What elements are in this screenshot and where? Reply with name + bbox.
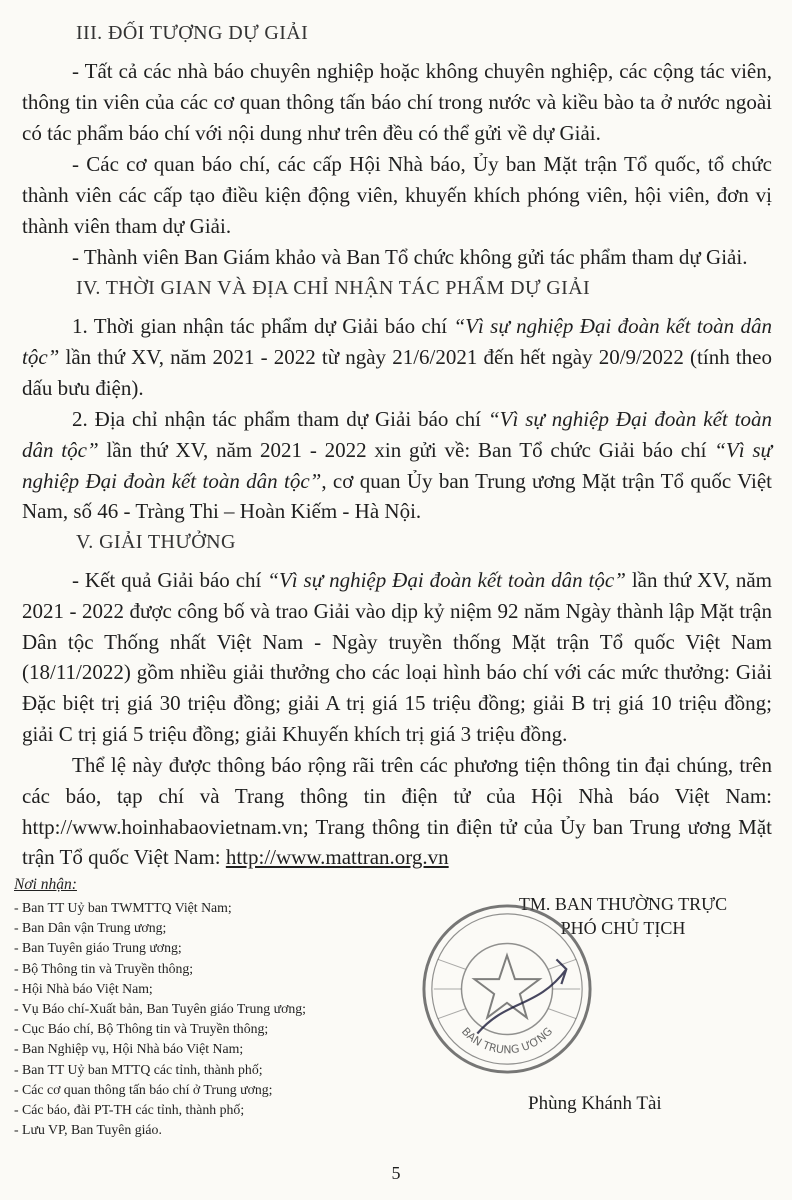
- signature-line-1: TM. BAN THƯỜNG TRỰC: [518, 894, 728, 914]
- recipients-list: [14, 898, 414, 1140]
- svg-text:BAN TRUNG ƯƠNG: [459, 1025, 555, 1056]
- recipient-item: - Hội Nhà báo Việt Nam;: [14, 980, 153, 996]
- section-heading-5: V. GIẢI THƯỞNG: [76, 531, 236, 553]
- paragraph-announcement: Thể lệ này được thông báo rộng rãi trên các phương tiện thông tin đại chúng, trên các báo, tạp chí và Trang thông tin điện tử của Hội Nhà báo Việt Nam: http://www.hoinhabaovietnam.vn; Trang thông tin điện tử của Ủy ban Trung ương Mặt trận Tổ quốc Việt Nam: http://www.mattran.org.vn: [22, 753, 772, 870]
- recipient-item: - Ban Dân vận Trung ương;: [14, 920, 167, 936]
- recipient-item: - Ban TT Uỷ ban TWMTTQ Việt Nam;: [14, 900, 232, 915]
- recipient-item: - Ban Tuyên giáo Trung ương;: [14, 940, 182, 956]
- paragraph-eligibility-organizations: - Các cơ quan báo chí, các cấp Hội Nhà báo, Ủy ban Mặt trận Tổ quốc, tổ chức thành viên các cấp tạo điều kiện động viên, khuyến khích phóng viên, hội viên, đơn vị thành viên tham dự Giải.: [22, 152, 772, 238]
- signatory-name: Phùng Khánh Tài: [528, 1093, 662, 1114]
- recipient-item: - Các báo, đài PT-TH các tỉnh, thành phố;: [14, 1102, 245, 1118]
- recipient-item: - Ban Nghiệp vụ, Hội Nhà báo Việt Nam;: [14, 1041, 244, 1057]
- recipients-title: Nơi nhận:: [14, 876, 77, 893]
- recipient-item: - Các cơ quan thông tấn báo chí ở Trung ương;: [14, 1081, 273, 1097]
- official-seal-icon: [418, 900, 596, 1078]
- recipient-item: - Bộ Thông tin và Truyền thông;: [14, 960, 194, 976]
- paragraph-prizes: - Kết quả Giải báo chí “Vì sự nghiệp Đại đoàn kết toàn dân tộc” lần thứ XV, năm 2021 - 2022 được công bố và trao Giải vào dịp kỷ niệm 92 năm Ngày thành lập Mặt trận Dân tộc Thống nhất Việt Nam - Ngày truyền thống Mặt trận Tổ quốc Việt Nam (18/11/2022) gồm nhiều giải thưởng cho các loại hình báo chí với các mức thưởng: Giải Đặc biệt trị giá 30 triệu đồng; giải A trị giá 15 triệu đồng; giải B trị giá 10 triệu đồng; giải C trị giá 5 triệu đồng; giải Khuyến khích trị giá 3 triệu đồng.: [22, 568, 772, 746]
- seal-text-bottom: BAN TRUNG ƯƠNG: [458, 1024, 556, 1057]
- mattran-link[interactable]: http://www.mattran.org.vn: [225, 845, 449, 870]
- recipients-block: [14, 874, 414, 1140]
- recipient-item: - Lưu VP, Ban Tuyên giáo.: [14, 1122, 162, 1138]
- paragraph-eligibility-excluded: - Thành viên Ban Giám khảo và Ban Tổ chức không gửi tác phẩm tham dự Giải.: [72, 245, 748, 269]
- section-heading-3: III. ĐỐI TƯỢNG DỰ GIẢI: [76, 22, 309, 44]
- recipient-item: - Vụ Báo chí-Xuất bản, Ban Tuyên giáo Trung ương;: [14, 1001, 306, 1017]
- recipient-item: - Ban TT Uỷ ban MTTQ các tỉnh, thành phố;: [14, 1061, 263, 1077]
- signature-line-2: PHÓ CHỦ TỊCH: [560, 918, 686, 938]
- page-number: 5: [391, 1163, 401, 1183]
- paragraph-submission-time: 1. Thời gian nhận tác phẩm dự Giải báo chí “Vì sự nghiệp Đại đoàn kết toàn dân tộc” lần thứ XV, năm 2021 - 2022 từ ngày 21/6/2021 đến hết ngày 20/9/2022 (tính theo dấu bưu điện).: [22, 314, 772, 400]
- recipient-item: - Cục Báo chí, Bộ Thông tin và Truyền thông;: [14, 1021, 269, 1037]
- section-heading-4: IV. THỜI GIAN VÀ ĐỊA CHỈ NHẬN TÁC PHẨM DỰ GIẢI: [76, 277, 591, 299]
- paragraph-eligibility-journalists: - Tất cả các nhà báo chuyên nghiệp hoặc không chuyên nghiệp, các cộng tác viên, thông tin viên của các cơ quan thông tấn báo chí trong nước và kiều bào ta ở nước ngoài có tác phẩm báo chí với nội dung như trên đều có thể gửi về dự Giải.: [22, 59, 772, 145]
- paragraph-submission-address: 2. Địa chỉ nhận tác phẩm tham dự Giải báo chí “Vì sự nghiệp Đại đoàn kết toàn dân tộc” lần thứ XV, năm 2021 - 2022 xin gửi về: Ban Tổ chức Giải báo chí “Vì sự nghiệp Đại đoàn kết toàn dân tộc”, cơ quan Ủy ban Trung ương Mặt trận Tổ quốc Việt Nam, số 46 - Tràng Thi – Hoàn Kiếm - Hà Nội.: [22, 407, 773, 524]
